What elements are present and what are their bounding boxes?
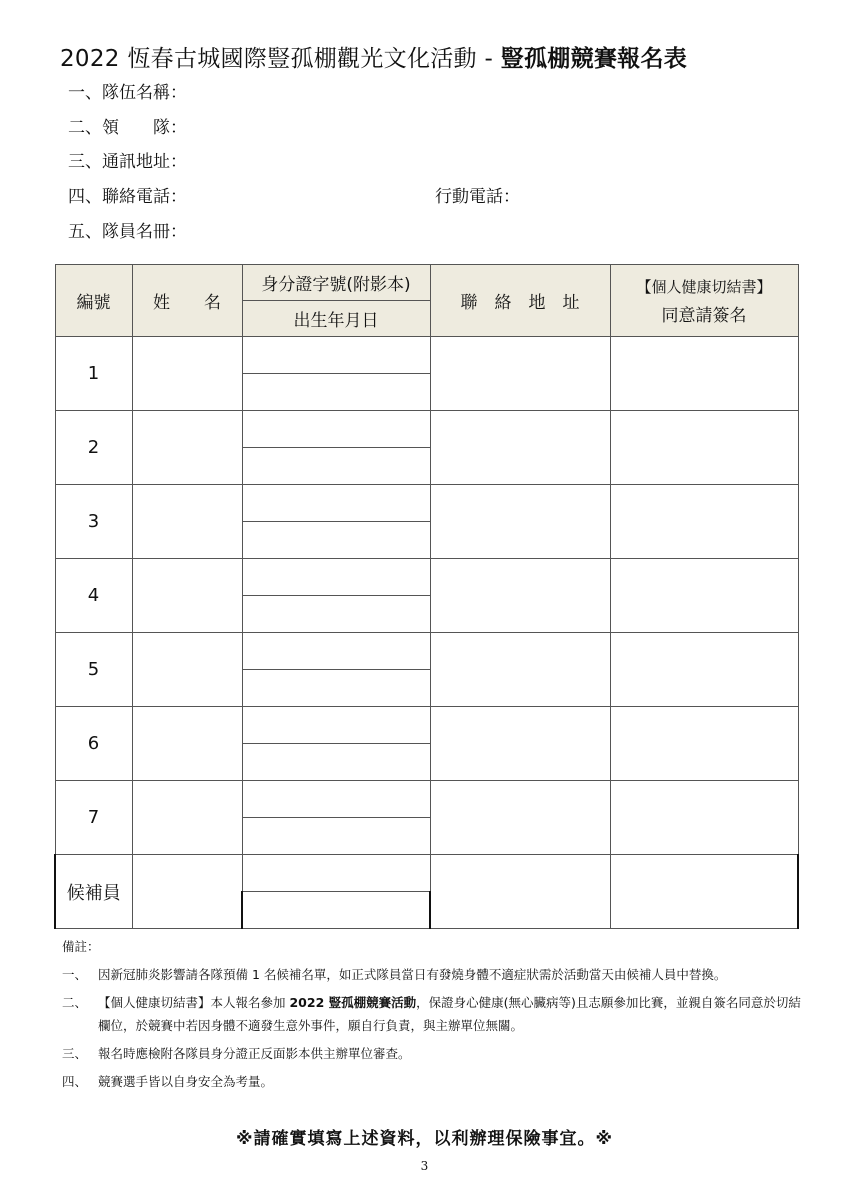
note-text: 因新冠肺炎影響請各隊預備 1 名候補名單，如正式隊員當日有發燒身體不適症狀需於活動當天由候補人員中替換。 (98, 966, 727, 982)
name-cell[interactable] (132, 411, 242, 485)
birthdate-cell[interactable] (242, 818, 430, 855)
table-row (55, 707, 798, 744)
row-number: 1 (55, 337, 132, 411)
table-row (55, 559, 798, 596)
birthdate-cell[interactable] (242, 448, 430, 485)
table-row (55, 855, 798, 892)
note-item (62, 991, 802, 1039)
header-health-line2: 同意請簽名 (661, 305, 747, 326)
signature-cell[interactable] (610, 781, 798, 855)
header-birth: 出生年月日 (242, 301, 430, 337)
birthdate-cell[interactable] (242, 596, 430, 633)
note-text-bold: 2022 豎孤棚競賽活動 (289, 994, 417, 1010)
birthdate-cell[interactable] (242, 522, 430, 559)
signature-cell[interactable] (610, 559, 798, 633)
name-cell[interactable] (132, 855, 242, 929)
name-cell[interactable] (132, 633, 242, 707)
name-cell[interactable] (132, 781, 242, 855)
header-health (610, 265, 798, 337)
note-number: 四、 (62, 1073, 88, 1089)
address-cell[interactable] (430, 781, 610, 855)
note-number: 三、 (62, 1046, 88, 1061)
row-number: 7 (55, 781, 132, 855)
note-item (62, 963, 802, 987)
row-number: 3 (55, 485, 132, 559)
row-number: 候補員 (55, 855, 132, 929)
address-cell[interactable] (430, 337, 610, 411)
title-plain: 2022 恆春古城國際豎孤棚觀光文化活動 - (60, 46, 501, 72)
id-number-cell[interactable] (242, 411, 430, 448)
address-cell[interactable] (430, 633, 610, 707)
birthdate-cell[interactable] (242, 670, 430, 707)
note-number: 一、 (62, 966, 88, 982)
row-number: 5 (55, 633, 132, 707)
notes (62, 935, 802, 1098)
header-health-line1: 【個人健康切結書】 (636, 277, 772, 296)
title-bold: 豎孤棚競賽報名表 (500, 46, 688, 72)
id-number-cell[interactable] (242, 707, 430, 744)
id-number-cell[interactable] (242, 337, 430, 374)
name-cell[interactable] (132, 337, 242, 411)
birthdate-cell[interactable] (242, 374, 430, 411)
signature-cell[interactable] (610, 855, 798, 929)
note-item (62, 1070, 802, 1094)
signature-cell[interactable] (610, 633, 798, 707)
field-phone[interactable]: 四、聯絡電話： (68, 187, 187, 207)
note-text-pre: 【個人健康切結書】本人報名參加 (98, 994, 290, 1010)
signature-cell[interactable] (610, 337, 798, 411)
address-cell[interactable] (430, 707, 610, 781)
field-team-name[interactable]: 一、隊伍名稱： (68, 83, 187, 103)
name-cell[interactable] (132, 485, 242, 559)
note-number: 二、 (62, 994, 88, 1010)
note-text: 報名時應檢附各隊員身分證正反面影本供主辦單位審查。 (98, 1046, 411, 1061)
row-number: 6 (55, 707, 132, 781)
field-leader[interactable]: 二、領 隊： (68, 118, 187, 138)
name-cell[interactable] (132, 707, 242, 781)
field-mobile[interactable]: 行動電話： (435, 187, 520, 207)
footer-notice: ※請確實填寫上述資料，以利辦理保險事宜。※ (235, 1129, 614, 1149)
header-id: 身分證字號(附影本) (242, 265, 430, 301)
table-row (55, 411, 798, 448)
id-number-cell[interactable] (242, 485, 430, 522)
roster-table (54, 264, 799, 929)
id-number-cell[interactable] (242, 633, 430, 670)
table-row (55, 337, 798, 374)
birthdate-cell[interactable] (242, 892, 430, 929)
row-number: 2 (55, 411, 132, 485)
birthdate-cell[interactable] (242, 744, 430, 781)
address-cell[interactable] (430, 411, 610, 485)
id-number-cell[interactable] (242, 781, 430, 818)
address-cell[interactable] (430, 855, 610, 929)
name-cell[interactable] (132, 559, 242, 633)
page-number: 3 (420, 1159, 429, 1173)
header-number: 編號 (55, 265, 132, 337)
signature-cell[interactable] (610, 485, 798, 559)
note-item (62, 1042, 802, 1066)
id-number-cell[interactable] (242, 855, 430, 892)
address-cell[interactable] (430, 485, 610, 559)
note-text: 競賽選手皆以自身安全為考量。 (98, 1073, 274, 1089)
signature-cell[interactable] (610, 411, 798, 485)
table-row (55, 485, 798, 522)
field-address[interactable]: 三、通訊地址： (68, 152, 187, 172)
row-number: 4 (55, 559, 132, 633)
notes-heading: 備註： (62, 939, 100, 954)
note-text-post: ，保證身心健康(無心臟病等)且志願參加比賽，並親自簽名同意於切結欄位，於競賽中若因身體不適發生意外事件，願自行負責，與主辦單位無關。 (98, 994, 801, 1034)
address-cell[interactable] (430, 559, 610, 633)
id-number-cell[interactable] (242, 559, 430, 596)
table-row (55, 781, 798, 818)
table-row (55, 633, 798, 670)
signature-cell[interactable] (610, 707, 798, 781)
field-roster: 五、隊員名冊： (68, 222, 187, 242)
roster-body (55, 337, 798, 929)
header-name: 姓 名 (132, 265, 242, 337)
form-title (60, 40, 687, 73)
header-address: 聯 絡 地 址 (430, 265, 610, 337)
